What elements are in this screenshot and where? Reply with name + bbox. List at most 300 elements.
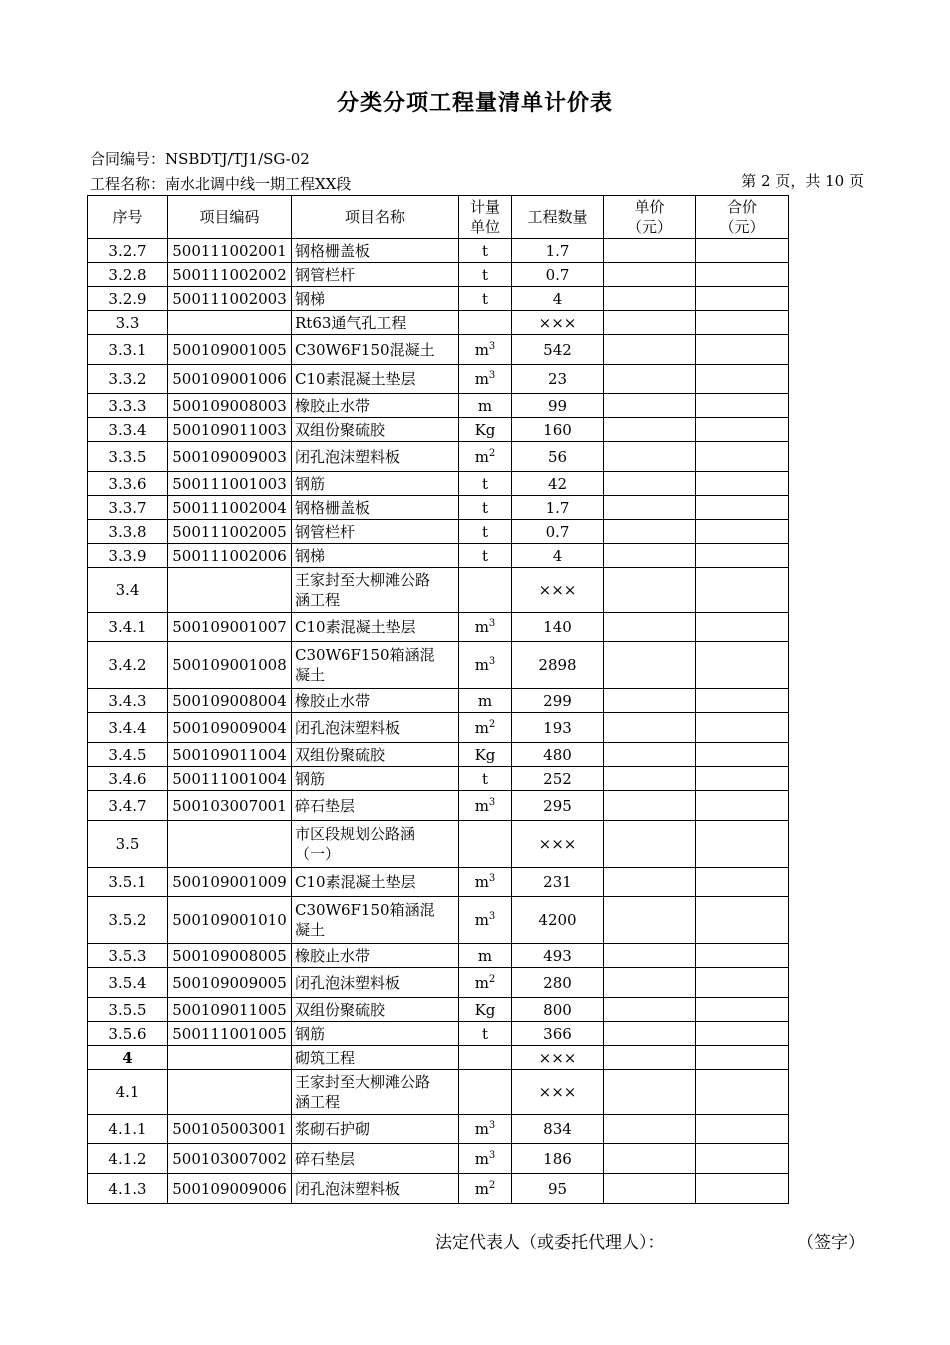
item-unit — [459, 613, 512, 642]
item-quantity: 0.7 — [512, 263, 604, 287]
item-name-line2: 涵工程 — [295, 1093, 341, 1111]
item-code: 500105003001 — [168, 1115, 292, 1144]
item-code: 500109008003 — [168, 394, 292, 418]
table-row — [88, 442, 789, 472]
item-unit-price — [604, 365, 696, 394]
unit-text: t — [481, 265, 489, 284]
unit-text: t — [481, 769, 489, 788]
item-unit-price — [604, 472, 696, 496]
item-number: 3.5.4 — [88, 968, 168, 998]
table-row — [88, 263, 789, 287]
item-unit-price — [604, 998, 696, 1022]
item-number: 3.3.1 — [88, 335, 168, 365]
table-row — [88, 311, 789, 335]
unit-superscript: 2 — [488, 1179, 496, 1191]
item-code: 500109001009 — [168, 868, 292, 897]
item-unit — [459, 1115, 512, 1144]
unit-superscript: 3 — [488, 340, 496, 352]
item-number: 4.1 — [88, 1070, 168, 1115]
item-code: 500109001006 — [168, 365, 292, 394]
table-row — [88, 365, 789, 394]
item-unit — [459, 1022, 512, 1046]
table-row — [88, 418, 789, 442]
item-total-price — [696, 496, 789, 520]
item-name-line1: 王家封至大柳滩公路 — [295, 1073, 431, 1091]
item-quantity: 1.7 — [512, 496, 604, 520]
table-row — [88, 1174, 789, 1204]
item-name — [292, 713, 459, 743]
item-unit-price — [604, 263, 696, 287]
item-unit-price — [604, 394, 696, 418]
table-row — [88, 568, 789, 613]
unit-text: m — [477, 946, 493, 965]
item-number: 3.2.8 — [88, 263, 168, 287]
item-total-price — [696, 418, 789, 442]
item-number: 3.4.3 — [88, 689, 168, 713]
item-total-price — [696, 287, 789, 311]
item-unit — [459, 743, 512, 767]
item-name-line1: 钢梯 — [295, 289, 326, 308]
item-unit — [459, 520, 512, 544]
item-unit-price — [604, 568, 696, 613]
item-unit-price — [604, 689, 696, 713]
item-unit — [459, 394, 512, 418]
item-name — [292, 821, 459, 868]
item-code: 500103007002 — [168, 1144, 292, 1174]
item-name-line1: 碎石垫层 — [295, 796, 356, 815]
item-code: 500109011003 — [168, 418, 292, 442]
item-total-price — [696, 821, 789, 868]
item-code: 500109008004 — [168, 689, 292, 713]
item-unit — [459, 263, 512, 287]
unit-text: m — [474, 1179, 489, 1198]
table-header-row — [88, 196, 789, 239]
legal-representative-label: 法定代表人（或委托代理人）： — [435, 1233, 665, 1253]
item-number: 3.3.7 — [88, 496, 168, 520]
item-unit — [459, 968, 512, 998]
item-total-price — [696, 263, 789, 287]
unit-superscript: 2 — [488, 718, 496, 730]
header-qty: 工程数量 — [512, 196, 604, 239]
item-name — [292, 544, 459, 568]
item-quantity: 366 — [512, 1022, 604, 1046]
header-name: 项目名称 — [292, 196, 459, 239]
item-name — [292, 791, 459, 821]
item-unit — [459, 767, 512, 791]
item-code: 500109009003 — [168, 442, 292, 472]
item-unit — [459, 1046, 512, 1070]
page-indicator: 第 2 页，共 10 页 — [741, 172, 864, 190]
item-name — [292, 263, 459, 287]
item-code: 500111002006 — [168, 544, 292, 568]
item-name — [292, 365, 459, 394]
table-row — [88, 1046, 789, 1070]
item-name-line1: 橡胶止水带 — [295, 691, 371, 710]
unit-text: m — [474, 1149, 489, 1168]
pricing-table — [87, 195, 789, 1204]
item-name — [292, 287, 459, 311]
item-number: 3.4.4 — [88, 713, 168, 743]
item-name — [292, 689, 459, 713]
table-row — [88, 1070, 789, 1115]
item-quantity: ××× — [512, 568, 604, 613]
table-row — [88, 239, 789, 263]
item-total-price — [696, 365, 789, 394]
item-number: 3.2.7 — [88, 239, 168, 263]
item-name-line1: 王家封至大柳滩公路 — [295, 571, 431, 589]
item-code: 500111002002 — [168, 263, 292, 287]
item-number: 3.3.2 — [88, 365, 168, 394]
item-unit-price — [604, 335, 696, 365]
unit-text: m — [474, 973, 489, 992]
page-title: 分类分项工程量清单计价表 — [336, 91, 613, 116]
item-code — [168, 568, 292, 613]
item-number: 3.3.3 — [88, 394, 168, 418]
unit-text: m — [474, 340, 489, 359]
item-name-line2: （一） — [295, 845, 341, 863]
header-unit — [459, 196, 512, 239]
item-total-price — [696, 568, 789, 613]
unit-superscript: 2 — [488, 447, 496, 459]
unit-text: m — [474, 873, 489, 891]
item-unit-price — [604, 1046, 696, 1070]
item-total-price — [696, 944, 789, 968]
header-price-line1: 单价 — [634, 198, 665, 216]
table-row — [88, 968, 789, 998]
item-quantity: 186 — [512, 1144, 604, 1174]
item-quantity: 160 — [512, 418, 604, 442]
item-unit-price — [604, 442, 696, 472]
item-total-price — [696, 897, 789, 944]
unit-text: m — [474, 911, 489, 929]
item-unit — [459, 713, 512, 743]
item-name-line1: 钢筋 — [295, 1024, 326, 1043]
item-unit-price — [604, 1144, 696, 1174]
item-code: 500111001004 — [168, 767, 292, 791]
item-unit — [459, 472, 512, 496]
item-code: 500111001003 — [168, 472, 292, 496]
item-name-line1: C10素混凝土垫层 — [295, 618, 416, 636]
item-unit-price — [604, 239, 696, 263]
item-unit-price — [604, 418, 696, 442]
item-total-price — [696, 239, 789, 263]
item-name-line1: C10素混凝土垫层 — [295, 873, 416, 891]
item-name-line1: 钢梯 — [295, 546, 326, 565]
item-code: 500109001008 — [168, 642, 292, 689]
header-price — [604, 196, 696, 239]
item-quantity: 0.7 — [512, 520, 604, 544]
item-quantity: 295 — [512, 791, 604, 821]
item-name-line1: 钢格栅盖板 — [295, 498, 371, 517]
item-name-line1: 碎石垫层 — [295, 1149, 356, 1168]
item-name-line1: 钢筋 — [295, 769, 326, 788]
unit-text: t — [481, 1024, 489, 1043]
item-total-price — [696, 1174, 789, 1204]
item-code: 500103007001 — [168, 791, 292, 821]
item-unit — [459, 897, 512, 944]
item-name — [292, 1174, 459, 1204]
item-quantity: 99 — [512, 394, 604, 418]
item-quantity: 542 — [512, 335, 604, 365]
item-unit — [459, 365, 512, 394]
unit-text: m — [474, 656, 489, 674]
item-name-line1: C30W6F150箱涵混 — [295, 646, 435, 664]
item-total-price — [696, 472, 789, 496]
item-number: 3.5.5 — [88, 998, 168, 1022]
table-row — [88, 944, 789, 968]
table-row — [88, 868, 789, 897]
item-number: 3.4.1 — [88, 613, 168, 642]
unit-superscript: 3 — [488, 796, 496, 808]
item-unit-price — [604, 743, 696, 767]
item-quantity: 493 — [512, 944, 604, 968]
item-number: 3.4.6 — [88, 767, 168, 791]
unit-text: t — [481, 522, 489, 541]
item-name — [292, 998, 459, 1022]
table-row — [88, 897, 789, 944]
item-code: 500109011005 — [168, 998, 292, 1022]
item-name-line1: 闭孔泡沫塑料板 — [295, 1179, 401, 1198]
table-row — [88, 998, 789, 1022]
item-unit-price — [604, 713, 696, 743]
item-quantity: 4 — [512, 287, 604, 311]
item-name-line1: 钢管栏杆 — [295, 265, 356, 284]
item-code: 500109001010 — [168, 897, 292, 944]
item-unit — [459, 689, 512, 713]
table-row — [88, 689, 789, 713]
item-name-line1: C10素混凝土垫层 — [295, 370, 416, 388]
item-unit — [459, 442, 512, 472]
unit-superscript: 3 — [488, 656, 496, 667]
table-row — [88, 1115, 789, 1144]
item-number: 3.5 — [88, 821, 168, 868]
item-name-line1: 闭孔泡沫塑料板 — [295, 718, 401, 737]
signature-label: （签字） — [797, 1233, 865, 1253]
item-quantity: 1.7 — [512, 239, 604, 263]
item-code: 500109009005 — [168, 968, 292, 998]
unit-superscript: 2 — [488, 973, 496, 985]
item-number: 3.4.2 — [88, 642, 168, 689]
header-unit-line2: 单位 — [469, 218, 500, 236]
item-unit-price — [604, 944, 696, 968]
item-total-price — [696, 1144, 789, 1174]
item-unit-price — [604, 821, 696, 868]
unit-text: m — [474, 447, 489, 466]
item-number: 3.5.6 — [88, 1022, 168, 1046]
item-unit-price — [604, 1022, 696, 1046]
unit-text: Kg — [474, 420, 496, 439]
item-quantity: 231 — [512, 868, 604, 897]
item-number: 3.3.4 — [88, 418, 168, 442]
table-row — [88, 287, 789, 311]
table-row — [88, 767, 789, 791]
unit-text: m — [477, 691, 493, 710]
item-number: 3.3.8 — [88, 520, 168, 544]
item-number: 4.1.3 — [88, 1174, 168, 1204]
item-unit — [459, 944, 512, 968]
item-total-price — [696, 442, 789, 472]
item-code — [168, 1046, 292, 1070]
item-unit — [459, 1144, 512, 1174]
item-total-price — [696, 868, 789, 897]
item-total-price — [696, 520, 789, 544]
item-total-price — [696, 544, 789, 568]
header-price-line2: （元） — [626, 218, 672, 236]
item-quantity: 42 — [512, 472, 604, 496]
item-quantity: 95 — [512, 1174, 604, 1204]
item-name — [292, 613, 459, 642]
table-body — [88, 239, 789, 1204]
item-code: 500111002005 — [168, 520, 292, 544]
item-name-line1: 双组份聚硫胶 — [295, 745, 386, 764]
item-total-price — [696, 613, 789, 642]
item-quantity: ××× — [512, 1070, 604, 1115]
item-total-price — [696, 335, 789, 365]
table-row — [88, 520, 789, 544]
item-name — [292, 520, 459, 544]
item-code — [168, 311, 292, 335]
item-number: 3.5.3 — [88, 944, 168, 968]
item-quantity: 4200 — [512, 897, 604, 944]
table-row — [88, 394, 789, 418]
item-unit — [459, 239, 512, 263]
item-unit-price — [604, 968, 696, 998]
item-code: 500109001005 — [168, 335, 292, 365]
item-total-price — [696, 791, 789, 821]
item-quantity: ××× — [512, 821, 604, 868]
unit-text: t — [481, 241, 489, 260]
item-name — [292, 311, 459, 335]
header-unit-line1: 计量 — [469, 198, 500, 216]
item-total-price — [696, 713, 789, 743]
item-name-line1: 橡胶止水带 — [295, 946, 371, 965]
item-name — [292, 496, 459, 520]
item-name-line1: 浆砌石护砌 — [295, 1120, 371, 1138]
item-unit-price — [604, 520, 696, 544]
item-unit — [459, 544, 512, 568]
item-quantity: ××× — [512, 311, 604, 335]
item-code — [168, 1070, 292, 1115]
item-total-price — [696, 767, 789, 791]
item-name — [292, 1022, 459, 1046]
item-number: 3.3.9 — [88, 544, 168, 568]
header-total-line2: （元） — [719, 218, 765, 236]
unit-text: m — [477, 396, 493, 415]
unit-superscript: 3 — [488, 1149, 496, 1161]
item-unit-price — [604, 767, 696, 791]
item-quantity: 252 — [512, 767, 604, 791]
item-code: 500111002001 — [168, 239, 292, 263]
item-name-line1: 闭孔泡沫塑料板 — [295, 973, 401, 992]
item-number: 3.3.6 — [88, 472, 168, 496]
item-unit — [459, 568, 512, 613]
unit-text: Kg — [474, 1000, 496, 1019]
item-name-line1: Rt63通气孔工程 — [295, 313, 407, 332]
item-number: 4 — [88, 1046, 168, 1070]
unit-superscript: 3 — [488, 1120, 496, 1131]
item-unit-price — [604, 642, 696, 689]
item-code: 500111002003 — [168, 287, 292, 311]
item-unit-price — [604, 791, 696, 821]
item-total-price — [696, 1070, 789, 1115]
item-number: 3.5.2 — [88, 897, 168, 944]
item-name — [292, 897, 459, 944]
item-unit — [459, 642, 512, 689]
item-code: 500109009004 — [168, 713, 292, 743]
item-quantity: 193 — [512, 713, 604, 743]
item-code: 500109008005 — [168, 944, 292, 968]
item-number: 3.3.5 — [88, 442, 168, 472]
project-name: 工程名称：南水北调中线一期工程XX段 — [90, 175, 352, 193]
item-number: 3.4.5 — [88, 743, 168, 767]
unit-text: Kg — [474, 745, 496, 764]
unit-superscript: 3 — [488, 618, 496, 629]
item-code: 500111002004 — [168, 496, 292, 520]
item-total-price — [696, 1046, 789, 1070]
item-unit — [459, 1174, 512, 1204]
item-name — [292, 472, 459, 496]
table-row — [88, 743, 789, 767]
item-number: 3.5.1 — [88, 868, 168, 897]
item-name-line1: 闭孔泡沫塑料板 — [295, 447, 401, 466]
item-total-price — [696, 642, 789, 689]
item-name-line1: 钢筋 — [295, 474, 326, 493]
item-name-line1: 双组份聚硫胶 — [295, 1000, 386, 1019]
item-number: 4.1.1 — [88, 1115, 168, 1144]
table-row — [88, 544, 789, 568]
unit-text: t — [481, 289, 489, 308]
contract-number: 合同编号：NSBDTJ/TJ1/SG-02 — [90, 150, 310, 168]
item-unit-price — [604, 496, 696, 520]
item-name-line1: 橡胶止水带 — [295, 396, 371, 415]
table-row — [88, 1144, 789, 1174]
item-total-price — [696, 743, 789, 767]
table-row — [88, 791, 789, 821]
item-unit-price — [604, 897, 696, 944]
item-total-price — [696, 1022, 789, 1046]
item-quantity: 480 — [512, 743, 604, 767]
item-code — [168, 821, 292, 868]
table-row — [88, 713, 789, 743]
item-name-line1: C30W6F150箱涵混 — [295, 901, 435, 919]
item-name — [292, 868, 459, 897]
unit-superscript: 3 — [488, 911, 496, 922]
item-name-line1: 钢管栏杆 — [295, 522, 356, 541]
item-name — [292, 642, 459, 689]
item-total-price — [696, 998, 789, 1022]
unit-text: m — [474, 370, 489, 388]
unit-text: m — [474, 618, 489, 636]
item-name — [292, 394, 459, 418]
item-name-line2: 凝土 — [295, 666, 326, 684]
item-number: 3.3 — [88, 311, 168, 335]
item-quantity: 280 — [512, 968, 604, 998]
item-unit — [459, 1070, 512, 1115]
item-name — [292, 767, 459, 791]
item-name — [292, 743, 459, 767]
item-number: 3.2.9 — [88, 287, 168, 311]
item-quantity: 23 — [512, 365, 604, 394]
item-number: 3.4 — [88, 568, 168, 613]
unit-text: m — [474, 718, 489, 737]
item-total-price — [696, 394, 789, 418]
item-name — [292, 1115, 459, 1144]
unit-text: m — [474, 1120, 489, 1138]
unit-superscript: 3 — [488, 370, 496, 381]
item-quantity: 56 — [512, 442, 604, 472]
item-quantity: 4 — [512, 544, 604, 568]
item-unit — [459, 791, 512, 821]
